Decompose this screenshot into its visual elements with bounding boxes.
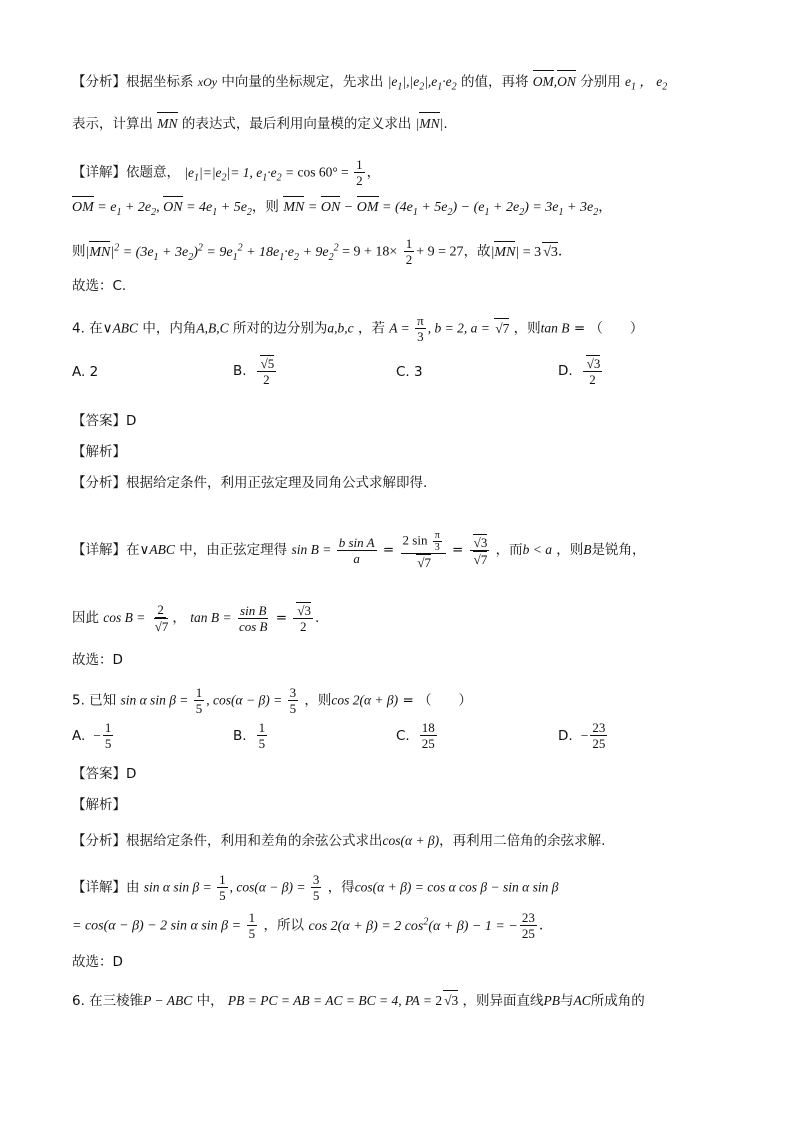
q4-detail-line-2: 因此 cos B = 2 √ 7 ， tan B = $\frac{\text{sin B}}{\text{cos B}}$ = √ $\frac{3}{2}$ . xyxy=(72,602,734,634)
q5-option-a: A. − $\frac{1}{5}$ xyxy=(72,720,112,751)
q3-analysis-line-1: 【分析】根据坐标系 xOy 中向量的坐标规定，先求出 $|e_1|,|e_2|,e_1\cdot e_2$ 的值，再将 OM,ON 分别用 $e_1$ ， $e_2$ xyxy=(72,74,668,93)
q4-answer: 【答案】D xyxy=(72,413,137,429)
analysis-tag: 【分析】 xyxy=(72,74,126,90)
q5-jiexi: 【解析】 xyxy=(72,797,126,813)
q4-option-d: D. √ $\frac{3}{2}$ xyxy=(558,355,604,387)
q4-jiexi: 【解析】 xyxy=(72,444,126,460)
q5-option-b: B. $\frac{1}{5}$ xyxy=(233,720,266,751)
q4-option-b: B. √ $\frac{5}{2}$ xyxy=(233,355,278,387)
q3-detail-line-3: 则$|MN|^2 = (3e_1 + 3e_2)^2 = 9e_1^2 + 18e_1\cdot e_2 + 9e_2^2 = 9 + 18\times$ $\frac{1}{2}$ + 9 = 27，故|MN| = 3√ 3. xyxy=(72,236,734,267)
q4-analysis: 【分析】根据给定条件，利用正弦定理及同角公式求解即得. xyxy=(72,475,428,491)
q5-option-d: D. − $\frac{23}{25}$ xyxy=(558,720,606,751)
q5-analysis: 【分析】根据给定条件，利用和差角的余弦公式求出cos(α + β)，再利用二倍角的余弦求解. xyxy=(72,833,606,849)
q4-choose: 故选：D xyxy=(72,652,123,668)
q5-choose: 故选：D xyxy=(72,954,123,970)
q5-answer: 【答案】D xyxy=(72,766,137,782)
q3-detail-line-2: OM = $e_1 + 2e_2$, ON = $4e_1 + 5e_2$，则 MN = ON − OM = $(4e_1 + 5e_2) - (e_1 + 2e_2) = 3e_1 + 3e_2$， xyxy=(72,199,612,218)
q3-detail-line-1: 【详解】依题意， $|e_1|=|e_2|= 1$, $e_1\cdot e_2 = \cos 60^\circ$ = $\frac{1}{2}$ ， xyxy=(72,157,381,188)
q6-stem: 6. 在三棱锥P − ABC 中， PB = PC = AB = AC = BC = 4, PA = 2√ 3 ，则异面直线PB与AC所成角的 xyxy=(72,990,734,1011)
q3-analysis-line-2: 表示，计算出 MN 的表达式，最后利用向量模的定义求出 |MN|. xyxy=(72,116,448,132)
q4-stem: 4. 在∨ABC 中，内角A,B,C 所对的边分别为a,b,c ，若 A = $\frac{\pi}{3}$ , b = 2, a = √ 7 ，则tan B = （ ） xyxy=(72,313,734,344)
q4-detail-line-1: 【详解】在∨ABC 中，由正弦定理得 sin B = $\frac{\text{b sin A}}{a}$ = 2 sin $\frac{\pi}{3}$ √ 7 = √ 3 √ 7 ，而b < a ，则B是锐角， xyxy=(72,530,734,570)
q3-choose: 故选：C. xyxy=(72,278,127,294)
q4-option-a: A. 2 xyxy=(72,364,99,380)
q5-detail-line-2: = cos(α − β) − 2 sin α sin β = $\frac{1}{5}$ ，所以 cos 2(α + β) = 2 $\cos^2(\alpha + \beta) - 1$ = − $\frac{23}{25}$ . xyxy=(72,910,544,941)
q5-option-c: C. $\frac{18}{25}$ xyxy=(396,720,435,751)
q5-detail-line-1: 【详解】由 sin α sin β = $\frac{1}{5}$ , cos(α − β) = $\frac{3}{5}$ ，得cos(α + β) = cos α cos β − sin α sin β xyxy=(72,872,559,903)
q5-stem: 5. 已知 sin α sin β = $\frac{1}{5}$ , cos(α − β) = $\frac{3}{5}$ ，则cos 2(α + β) = （ ） xyxy=(72,685,473,716)
q4-option-c: C. 3 xyxy=(396,364,423,380)
